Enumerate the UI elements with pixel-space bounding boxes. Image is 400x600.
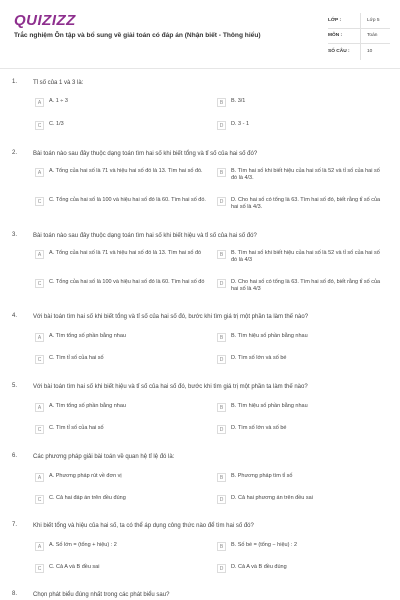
option-text: A. Tìm tổng số phần bằng nhau (49, 403, 126, 409)
meta-table (328, 13, 390, 60)
question-number: 4. (12, 313, 18, 319)
option-b[interactable] (217, 403, 382, 412)
option-letter: D (217, 197, 226, 206)
option-text: A. Phương pháp rút về đơn vị (49, 473, 122, 479)
header-divider (0, 68, 400, 69)
option-letter: C (35, 495, 44, 504)
question-text: Với bài toán tìm hai số khi biết tổng và tỉ số của hai số đó, bước khi tìm giá trị một phần ta làm thế nào? (33, 314, 309, 320)
option-text: C. Tìm tỉ số của hai số (49, 425, 104, 431)
option-text: D. Cho hai số có tổng là 63. Tìm hai số đó, biết rằng tỉ số của hai số là 4/3. (231, 197, 381, 210)
option-text: A. 1 ÷ 3 (49, 98, 68, 104)
option-letter: A (35, 473, 44, 482)
option-letter: C (35, 564, 44, 573)
option-b[interactable] (217, 542, 382, 551)
option-letter: C (35, 279, 44, 288)
option-d[interactable] (217, 279, 382, 293)
meta-value: Lớp 5 (360, 13, 390, 28)
option-letter: A (35, 403, 44, 412)
worksheet-header (0, 0, 400, 64)
question-number: 2. (12, 150, 18, 156)
option-text: D. Cả A và B đều đúng (231, 564, 287, 570)
option-text: D. Tìm số lớn và số bé (231, 425, 287, 431)
question-text: Tỉ số của 1 và 3 là: (33, 80, 84, 86)
option-c[interactable] (35, 425, 210, 434)
meta-label: MÔN : (328, 33, 343, 39)
option-letter: A (35, 168, 44, 177)
option-text: B. Tìm hai số khi biết hiệu của hai số là 52 và tỉ số của hai số đó là 4/3 (231, 250, 380, 263)
option-text: B. 3/1 (231, 98, 246, 104)
question-text: Bài toán nào sau đây thuộc dạng toán tìm hai số khi biết hiệu và tỉ số của hai số đó? (33, 233, 257, 239)
option-d[interactable] (217, 564, 382, 573)
meta-row-count (328, 44, 390, 60)
question-number: 7. (12, 522, 18, 528)
option-c[interactable] (35, 355, 210, 364)
option-letter: A (35, 333, 44, 342)
option-text: C. Tìm tỉ số của hai số (49, 355, 104, 361)
option-text: D. Cho hai số có tổng là 63. Tìm hai số đó, biết rằng tỉ số của hai số là 4/3 (231, 279, 381, 292)
option-b[interactable] (217, 250, 382, 264)
question-number: 8. (12, 591, 18, 597)
option-d[interactable] (217, 495, 382, 504)
option-letter: D (217, 355, 226, 364)
option-c[interactable] (35, 495, 210, 504)
option-text: A. Tổng của hai số là 71 và hiệu hai số đó là 13. Tìm hai số đó. (49, 168, 203, 174)
option-c[interactable] (35, 121, 210, 130)
option-letter: B (217, 403, 226, 412)
option-text: C. Cả hai đáp án trên đều đúng (49, 495, 126, 501)
question-text: Khi biết tổng và hiệu của hai số, ta có thể áp dụng công thức nào để tìm hai số đó? (33, 523, 254, 529)
question-text: Bài toán nào sau đây thuộc dạng toán tìm hai số khi biết tổng và tỉ số của hai số đó? (33, 151, 258, 157)
option-a[interactable] (35, 542, 210, 551)
option-letter: C (35, 425, 44, 434)
option-text: A. Số lớn = (tổng + hiệu) : 2 (49, 542, 117, 548)
option-b[interactable] (217, 333, 382, 342)
option-letter: B (217, 168, 226, 177)
option-letter: C (35, 121, 44, 130)
option-text: C. Tổng của hai số là 100 và hiệu hai số đó là 60. Tìm hai số đó. (49, 197, 206, 203)
option-a[interactable] (35, 473, 210, 482)
option-letter: B (217, 333, 226, 342)
question-text: Chọn phát biểu đúng nhất trong các phát biểu sau? (33, 592, 170, 598)
option-text: B. Tìm hiệu số phần bằng nhau (231, 403, 308, 409)
option-a[interactable] (35, 403, 210, 412)
option-text: D. Tìm số lớn và số bé (231, 355, 287, 361)
question-number: 5. (12, 383, 18, 389)
option-text: D. Cả hai phương án trên đều sai (231, 495, 313, 501)
option-letter: B (217, 98, 226, 107)
question-number: 3. (12, 232, 18, 238)
option-text: A. Tổng của hai số là 71 và hiệu hai số đó là 13. Tìm hai số đó (49, 250, 202, 256)
meta-label: SỐ CÂU : (328, 49, 350, 55)
option-text: B. Tìm hai số khi biết hiệu của hai số là 52 và tỉ số của hai số đó là 4/3. (231, 168, 380, 181)
meta-value: 10 (360, 44, 390, 60)
option-text: B. Phương pháp tìm tỉ số (231, 473, 293, 479)
option-text: B. Tìm hiệu số phần bằng nhau (231, 333, 308, 339)
option-c[interactable] (35, 279, 210, 288)
option-letter: A (35, 250, 44, 259)
option-a[interactable] (35, 250, 210, 259)
option-letter: D (217, 495, 226, 504)
option-text: D. 3 - 1 (231, 121, 250, 127)
option-text: C. Cả A và B đều sai (49, 564, 100, 570)
option-d[interactable] (217, 197, 382, 211)
option-letter: B (217, 250, 226, 259)
option-d[interactable] (217, 121, 382, 130)
worksheet-title: Trắc nghiệm Ôn tập và bổ sung về giải toán có đáp án (Nhận biết - Thông hiểu) (14, 32, 261, 39)
option-text: B. Số bé = (tổng − hiệu) : 2 (231, 542, 298, 548)
option-d[interactable] (217, 425, 382, 434)
option-c[interactable] (35, 564, 210, 573)
meta-label: LỚP : (328, 17, 342, 23)
option-letter: D (217, 425, 226, 434)
option-text: C. 1/3 (49, 121, 64, 127)
option-d[interactable] (217, 355, 382, 364)
option-b[interactable] (217, 168, 382, 182)
option-a[interactable] (35, 168, 210, 177)
question-number: 6. (12, 453, 18, 459)
option-letter: A (35, 98, 44, 107)
option-letter: B (217, 473, 226, 482)
question-text: Với bài toán tìm hai số khi biết hiệu và tỉ số của hai số đó, bước khi tìm giá trị một phần ta làm thế nào? (33, 384, 308, 390)
option-text: C. Tổng của hai số là 100 và hiệu hai số đó là 60. Tìm hai số đó (49, 279, 205, 285)
quizizz-logo: QUIZIZZ (14, 12, 76, 29)
option-text: A. Tìm tổng số phần bằng nhau (49, 333, 126, 339)
question-number: 1. (12, 79, 18, 85)
meta-value: Toán (360, 29, 390, 44)
option-letter: C (35, 355, 44, 364)
meta-row-subject (328, 29, 390, 45)
option-a[interactable] (35, 333, 210, 342)
option-letter: B (217, 542, 226, 551)
option-a[interactable] (35, 98, 210, 107)
option-letter: A (35, 542, 44, 551)
option-letter: D (217, 279, 226, 288)
option-letter: C (35, 197, 44, 206)
question-text: Các phương pháp giải bài toán về quan hệ tỉ lệ đó là: (33, 454, 175, 460)
option-letter: D (217, 121, 226, 130)
option-b[interactable] (217, 98, 382, 107)
option-c[interactable] (35, 197, 210, 206)
option-b[interactable] (217, 473, 382, 482)
meta-row-grade (328, 13, 390, 29)
option-letter: D (217, 564, 226, 573)
